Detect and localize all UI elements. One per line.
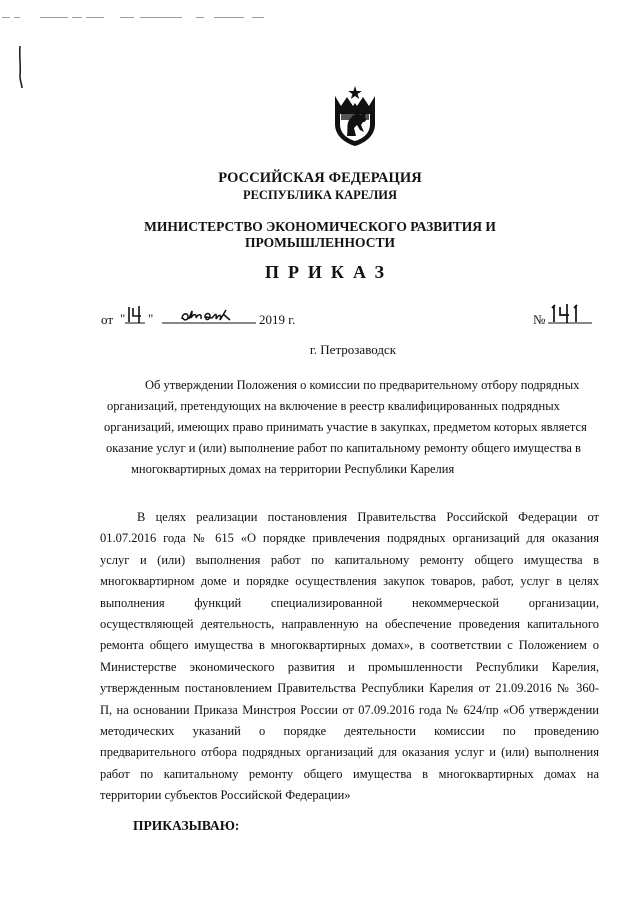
body-line: Министерстве экономического развития и промышленности Республики Карелия, xyxy=(100,660,599,674)
karelia-coat-of-arms-icon xyxy=(331,84,379,148)
body-line: В целях реализации постановления Правительства Российской Федерации от xyxy=(137,510,599,524)
scan-artifact xyxy=(0,17,270,19)
margin-pen-stroke xyxy=(14,44,28,90)
body-line: предварительного отбора подрядных организаций для оказания услуг и (или) выполнения xyxy=(100,745,599,759)
body-line: многоквартирном доме и порядке осуществления закупок товаров, работ, услуг в целях xyxy=(100,574,599,588)
order-directive: ПРИКАЗЫВАЮ: xyxy=(133,818,240,833)
country-heading: РОССИЙСКАЯ ФЕДЕРАЦИЯ xyxy=(218,170,422,186)
subject-line: Об утверждении Положения о комиссии по предварительному отбору подрядных xyxy=(145,378,580,392)
body-line: осуществляющей деятельность, направленную на обеспечение проведения капитального xyxy=(100,617,599,631)
body-line: П, на основании Приказа Минстроя России от 07.09.2016 года № 624/пр «Об утверждении xyxy=(100,703,599,717)
body-line: утвержденным постановлением Правительства Республики Карелия от 21.09.2016 № 360- xyxy=(100,681,599,695)
subject-line: многоквартирных домах на территории Республики Карелия xyxy=(131,462,455,476)
body-line: территории субъектов Российской Федерации» xyxy=(100,788,351,802)
number-sign: № xyxy=(533,312,546,327)
date-year: 2019 г. xyxy=(259,312,296,327)
handwritten-number xyxy=(546,300,594,328)
date-quote-close: " xyxy=(148,311,154,326)
body-line: работ по капитальному ремонту общего имущества в многоквартирных домах на xyxy=(100,767,599,781)
body-line: ремонта общего имущества в многоквартирных домах», в соответствии с Положением о xyxy=(100,638,599,652)
date-prefix: от xyxy=(101,312,114,327)
body-line: выполнения функций специализированной некоммерческой организации, xyxy=(100,596,599,610)
date-quote-open: " xyxy=(120,311,126,326)
handwritten-day xyxy=(123,303,147,327)
city-label: г. Петрозаводск xyxy=(309,342,397,357)
handwritten-month xyxy=(160,302,258,328)
subject-line: оказание услуг и (или) выполнение работ по капитальному ремонту общего имущества в xyxy=(106,441,581,455)
ministry-heading-line2: ПРОМЫШЛЕННОСТИ xyxy=(245,235,395,250)
region-heading: РЕСПУБЛИКА КАРЕЛИЯ xyxy=(242,188,398,202)
subject-line: организаций, имеющих право принимать участие в закупках, предметом которых является xyxy=(104,420,587,434)
body-line: 01.07.2016 года № 615 «О порядке привлечения подрядных организаций для оказания xyxy=(100,531,599,545)
subject-line: организаций, претендующих на включение в реестр квалифицированных подрядных xyxy=(107,399,560,413)
document-type-heading: ПРИКАЗ xyxy=(264,262,394,282)
body-line: услуг и (или) выполнения работ по капитальному ремонту общего имущества в xyxy=(100,553,599,567)
ministry-heading-line1: МИНИСТЕРСТВО ЭКОНОМИЧЕСКОГО РАЗВИТИЯ И xyxy=(144,219,496,234)
body-line: методических указаний о порядке деятельности комиссии по проведению xyxy=(100,724,599,738)
